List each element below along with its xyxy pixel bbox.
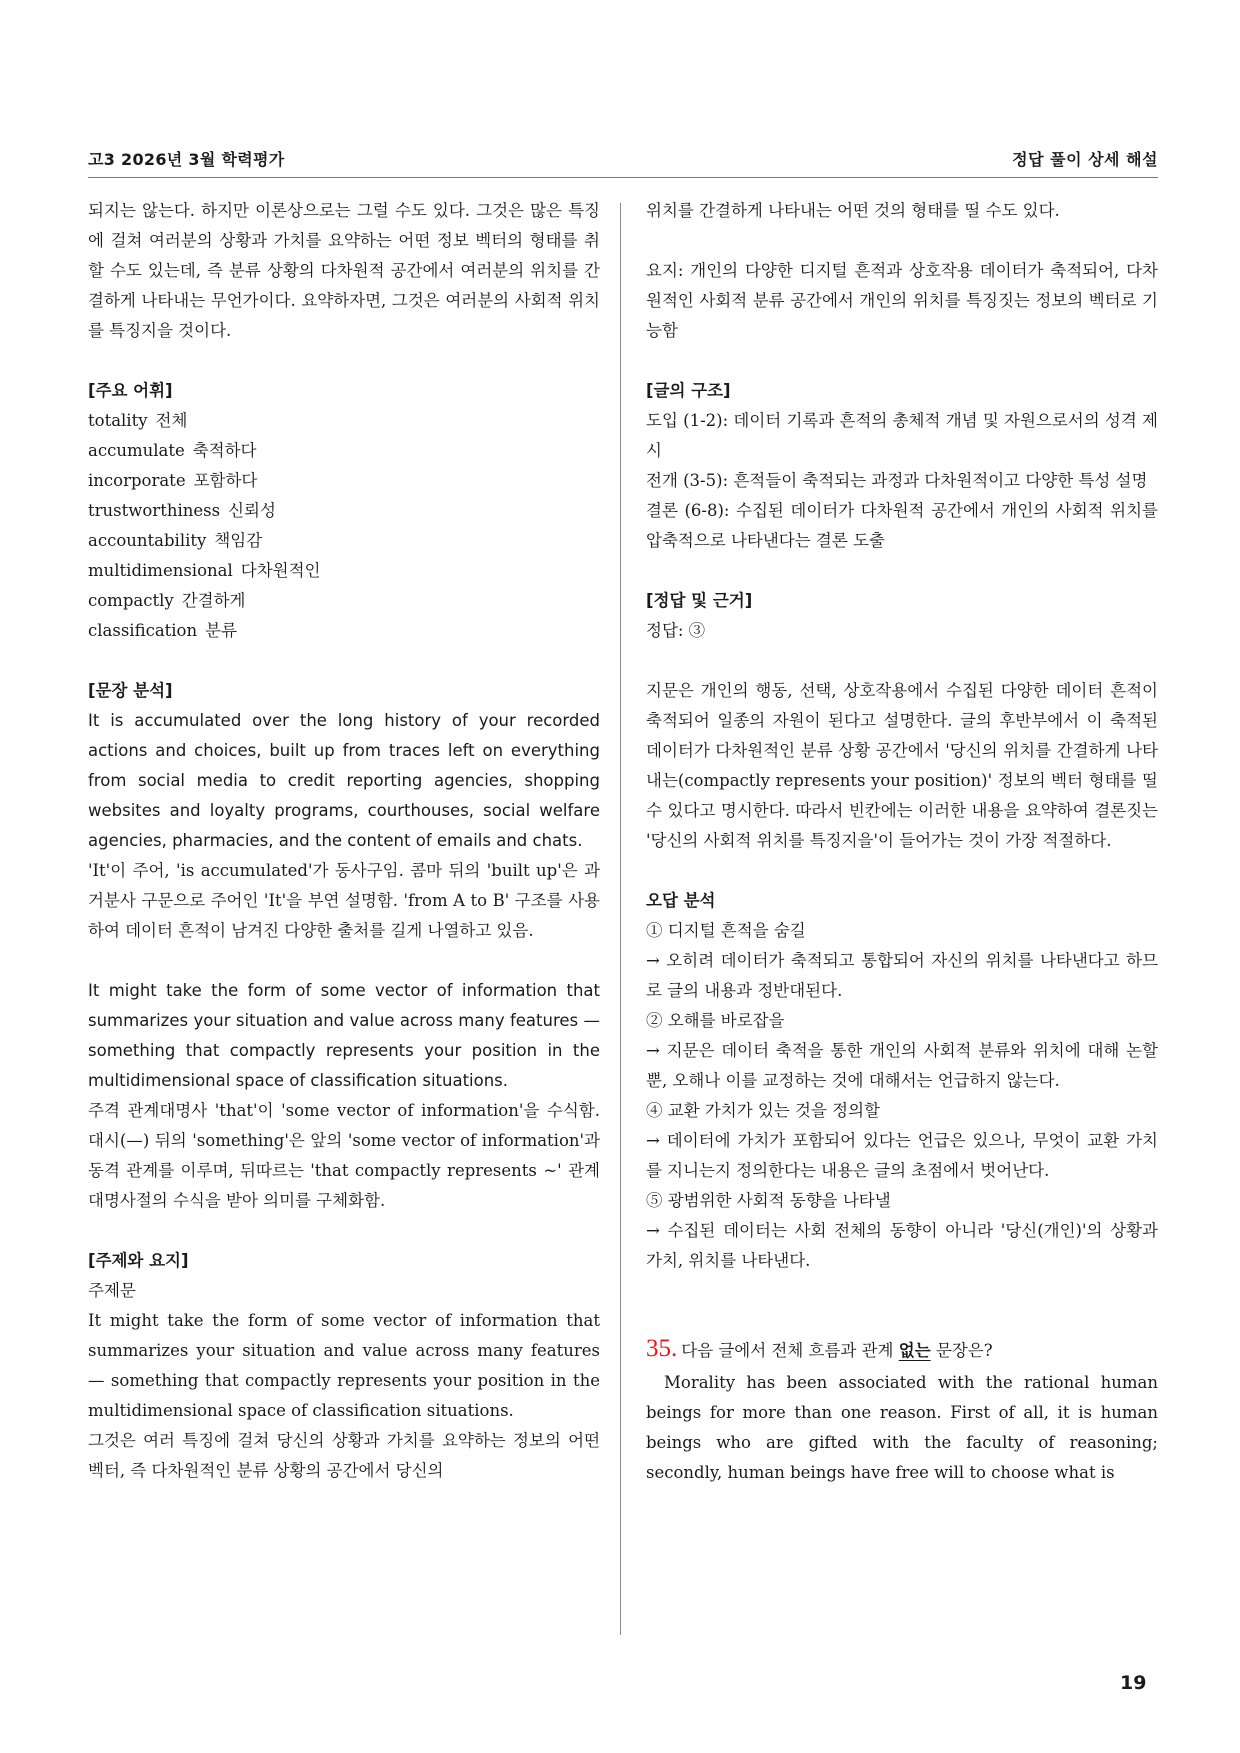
right-column [646,196,1158,1488]
left-column [88,196,600,1486]
wrong-choice-4: ④ 교환 가치가 있는 것을 정의할 [646,1101,880,1120]
vocab-item: trustworthiness 신뢰성 [88,501,276,520]
structure-body: 전개 (3-5): 흔적들이 축적되는 과정과 다차원적이고 다양한 특성 설명 [646,471,1148,490]
exam-title: 고3 2026년 3월 학력평가 [88,150,285,169]
gist-text: 요지: 개인의 다양한 디지털 흔적과 상호작용 데이터가 축적되어, 다차원적인 사회적 분류 공간에서 개인의 위치를 특징짓는 정보의 벡터로 기능함 [646,261,1158,340]
column-divider [620,203,621,1635]
answer-value: 정답: ③ [646,621,706,640]
sentence-1-analysis: 'It'이 주어, 'is accumulated'가 동사구임. 콤마 뒤의 'built up'은 과거분사 구문으로 주어인 'It'을 부연 설명함. 'from A to B' 구조를 사용하여 데이터 흔적이 남겨진 다양한 출처를 길게 나열하고 있음. [88,861,600,940]
vocab-item: classification 분류 [88,621,238,640]
wrong-reason-2: → 지문은 데이터 축적을 통한 개인의 사회적 분류와 위치에 대해 논할 뿐, 오해나 이를 교정하는 것에 대해서는 언급하지 않는다. [646,1041,1158,1090]
answer-explanation: 지문은 개인의 행동, 선택, 상호작용에서 수집된 다양한 데이터 흔적이 축적되어 일종의 자원이 된다고 설명한다. 글의 후반부에서 이 축적된 데이터가 다차원적인 분류 상황 공간에서 '당신의 위치를 간결하게 나타내는(compactly represents your position)' 정보의 벡터 형태를 띨 수 있다고 명시한다. 따라서 빈칸에는 이러한 내용을 요약하여 결론짓는 '당신의 사회적 위치를 특징지을'이 들어가는 것이 가장 적절하다. [646,681,1158,850]
theme-heading: [주제와 요지] [88,1251,189,1270]
vocab-item: multidimensional 다차원적인 [88,561,321,580]
structure-intro: 도입 (1-2): 데이터 기록과 흔적의 총체적 개념 및 자원으로서의 성격 제시 [646,411,1158,460]
theme-sentence-english: It might take the form of some vector of information that summarizes your situation and value across many features — something that compactly represents your position in the multidimensional space of classification situations. [88,1311,600,1420]
answer-heading: [정답 및 근거] [646,591,753,610]
wrong-reason-1: → 오히려 데이터가 축적되고 통합되어 자신의 위치를 나타낸다고 하므로 글의 내용과 정반대된다. [646,951,1158,1000]
page-number: 19 [1120,1672,1147,1694]
question-title [646,1332,1158,1368]
page-header [88,143,1158,178]
theme-sentence-korean-continued: 위치를 간결하게 나타내는 어떤 것의 형태를 띨 수도 있다. [646,201,1060,220]
vocab-item: totality 전체 [88,411,188,430]
vocab-heading: [주요 어휘] [88,381,173,400]
wrong-choice-1: ① 디지털 흔적을 숨길 [646,921,806,940]
sentence-2-english: It might take the form of some vector of information that summarizes your situation and value across many features — something that compactly represents your position in the multidimensional space of classification situations. [88,981,600,1090]
wrong-reason-5: → 수집된 데이터는 사회 전체의 동향이 아니라 '당신(개인)'의 상황과 가치, 위치를 나타낸다. [646,1221,1158,1270]
structure-heading: [글의 구조] [646,381,731,400]
vocab-item: accumulate 축적하다 [88,441,257,460]
sentence-analysis-heading: [문장 분석] [88,681,173,700]
vocab-list [88,406,600,646]
question-passage: Morality has been associated with the rational human beings for more than one reason. First of all, it is human beings who are gifted with the faculty of reasoning; secondly, human beings have free will to choose what is [646,1373,1158,1482]
section-title: 정답 풀이 상세 해설 [1012,150,1158,169]
theme-sentence-korean: 그것은 여러 특징에 걸쳐 당신의 상황과 가치를 요약하는 정보의 어떤 벡터, 즉 다차원적인 분류 상황의 공간에서 당신의 [88,1431,600,1480]
sentence-1-english: It is accumulated over the long history of your recorded actions and choices, built up from traces left on everything from social media to credit reporting agencies, shopping websites and loyalty programs, courthouses, social welfare agencies, pharmacies, and the content of emails and chats. [88,711,600,850]
vocab-item: accountability 책임감 [88,531,263,550]
vocab-item: compactly 간결하게 [88,591,246,610]
question-number: 35. [646,1335,678,1362]
translation-paragraph: 되지는 않는다. 하지만 이론상으로는 그럴 수도 있다. 그것은 많은 특징에 걸쳐 여러분의 상황과 가치를 요약하는 어떤 정보 벡터의 형태를 취할 수도 있는데, 즉 분류 상황의 다차원적 공간에서 여러분의 위치를 간결하게 나타내는 무언가이다. 요약하자면, 그것은 여러분의 사회적 위치를 특징지을 것이다. [88,201,600,340]
question-prompt-before: 다음 글에서 전체 흐름과 관계 [681,1341,899,1360]
question-emphasis: 없는 [898,1341,931,1360]
wrong-choice-2: ② 오해를 바로잡을 [646,1011,785,1030]
question-prompt-after: 문장은? [930,1341,993,1360]
wrong-answer-heading: 오답 분석 [646,891,716,910]
sentence-2-analysis: 주격 관계대명사 'that'이 'some vector of information'을 수식함. 대시(—) 뒤의 'something'은 앞의 'some vector of information'과 동격 관계를 이루며, 뒤따르는 'that compactly represents ~' 관계대명사절의 수식을 받아 의미를 구체화함. [88,1101,600,1210]
theme-label: 주제문 [88,1281,136,1300]
wrong-reason-4: → 데이터에 가치가 포함되어 있다는 언급은 있으나, 무엇이 교환 가치를 지니는지 정의한다는 내용은 글의 초점에서 벗어난다. [646,1131,1158,1180]
structure-conclusion: 결론 (6-8): 수집된 데이터가 다차원적 공간에서 개인의 사회적 위치를 압축적으로 나타낸다는 결론 도출 [646,501,1158,550]
wrong-choice-5: ⑤ 광범위한 사회적 동향을 나타낼 [646,1191,891,1210]
vocab-item: incorporate 포함하다 [88,471,258,490]
